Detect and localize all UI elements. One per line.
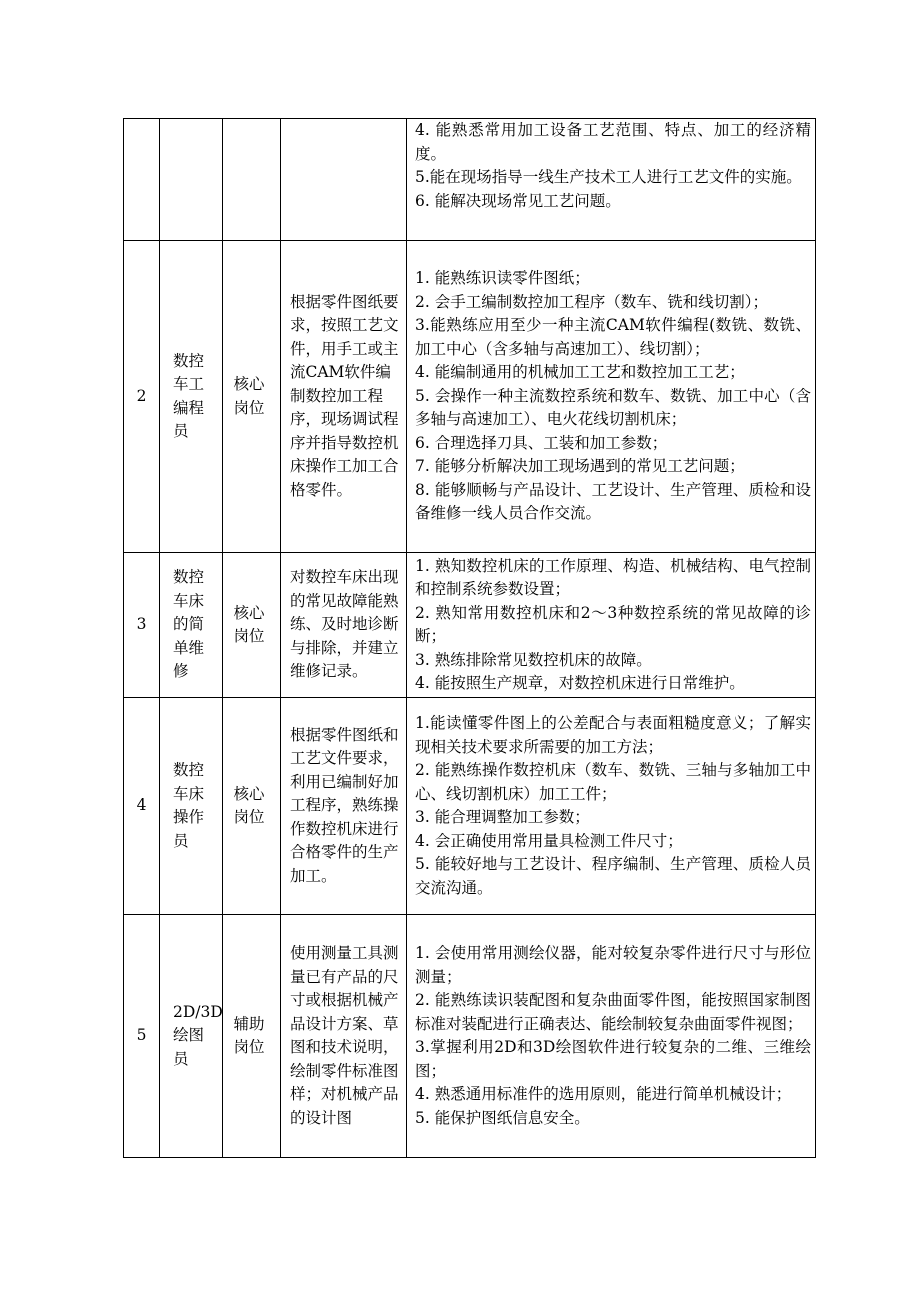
row-number: 2 <box>124 241 160 553</box>
row-requirements <box>407 119 816 241</box>
requirement-line: 1. 会使用常用测绘仪器，能对较复杂零件进行尺寸与形位测量； <box>415 944 811 986</box>
table-row <box>124 553 816 698</box>
row-number: 5 <box>124 915 160 1158</box>
row-position: 数控车床操作员 <box>160 698 223 915</box>
row-requirements <box>407 553 816 698</box>
row-number: 4 <box>124 698 160 915</box>
row-description: 使用测量工具测量已有产品的尺寸或根据机械产品设计方案、草图和技术说明，绘制零件标准图样；对机械产品的设计图 <box>281 915 407 1158</box>
requirement-line: 1. 能熟练识读零件图纸； <box>415 269 590 288</box>
requirement-line: 4. 熟悉通用标准件的选用原则，能进行简单机械设计； <box>415 1085 792 1103</box>
row-position: 数控车床的简单维修 <box>160 553 223 698</box>
row-description: 对数控车床出现的常见故障能熟练、及时地诊断与排除，并建立维修记录。 <box>281 553 407 698</box>
requirement-line: 3. 能合理调整加工参数； <box>415 808 590 826</box>
requirement-line: 4. 能编制通用的机械加工工艺和数控加工工艺； <box>415 363 745 382</box>
requirement-line: 4. 会正确使用常用量具检测工件尺寸； <box>415 831 683 850</box>
requirement-line: 1.能读懂零件图上的公差配合与表面粗糙度意义；了解实现相关技术要求所需要的加工方法； <box>415 714 811 756</box>
row-kind <box>223 119 281 241</box>
requirement-line: 5. 能较好地与工艺设计、程序编制、生产管理、质检人员交流沟通。 <box>415 855 811 897</box>
row-description <box>281 119 407 241</box>
requirement-line: 4. 能按照生产规章，对数控机床进行日常维护。 <box>415 674 745 692</box>
row-position: 2D/3D绘图员 <box>160 915 223 1158</box>
row-requirements <box>407 915 816 1158</box>
row-kind: 核心岗位 <box>223 698 281 915</box>
requirement-line: 1. 熟知数控机床的工作原理、构造、机械结构、电气控制和控制系统参数设置； <box>415 556 811 598</box>
requirement-line: 2. 能熟练操作数控机床（数车、数铣、三轴与多轴加工中心、线切割机床）加工工件； <box>415 761 811 803</box>
row-position <box>160 119 223 241</box>
requirement-line: 3. 熟练排除常见数控机床的故障。 <box>415 650 652 669</box>
requirement-line: 6. 合理选择刀具、工装和加工参数； <box>415 433 668 452</box>
table-row <box>124 119 816 241</box>
row-requirements <box>407 698 816 915</box>
row-position: 数控车工编程员 <box>160 241 223 553</box>
requirement-line: 2. 熟知常用数控机床和2～3种数控系统的常见故障的诊断； <box>415 603 811 645</box>
row-requirements <box>407 241 816 553</box>
requirement-line: 5.能在现场指导一线生产技术工人进行工艺文件的实施。 <box>415 168 802 186</box>
row-number: 3 <box>124 553 160 698</box>
requirement-line: 3.掌握利用2D和3D绘图软件进行较复杂的二维、三维绘图； <box>415 1038 811 1080</box>
row-kind: 核心岗位 <box>223 241 281 553</box>
row-kind: 核心岗位 <box>223 553 281 698</box>
requirement-line: 8. 能够顺畅与产品设计、工艺设计、生产管理、质检和设备维修一线人员合作交流。 <box>415 480 811 523</box>
requirement-line: 7. 能够分析解决加工现场遇到的常见工艺问题； <box>415 457 745 476</box>
row-description: 根据零件图纸和工艺文件要求，利用已编制好加工程序，熟练操作数控机床进行合格零件的生产加工。 <box>281 698 407 915</box>
table-row <box>124 241 816 553</box>
requirement-line: 3.能熟练应用至少一种主流CAM软件编程(数铣、数铣、加工中心（含多轴与高速加工）、线切割）； <box>415 316 811 358</box>
job-requirements-table <box>123 118 816 1158</box>
table-row <box>124 915 816 1158</box>
requirement-line: 2. 会手工编制数控加工程序（数车、铣和线切割）； <box>415 292 768 311</box>
requirement-line: 5. 能保护图纸信息安全。 <box>415 1108 590 1127</box>
row-description: 根据零件图纸要求，按照工艺文件，用手工或主流CAM软件编制数控加工程序，现场调试程序并指导数控机床操作工加工合格零件。 <box>281 241 407 553</box>
table-row <box>124 698 816 915</box>
requirement-line: 4. 能熟悉常用加工设备工艺范围、特点、加工的经济精度。 <box>415 121 811 163</box>
row-number <box>124 119 160 241</box>
row-kind: 辅助岗位 <box>223 915 281 1158</box>
requirement-line: 6. 能解决现场常见工艺问题。 <box>415 191 621 210</box>
requirement-line: 5. 会操作一种主流数控系统和数车、数铣、加工中心（含多轴与高速加工）、电火花线切割机床； <box>415 386 811 429</box>
requirement-line: 2. 能熟练读识装配图和复杂曲面零件图，能按照国家制图标准对装配进行正确表达、能绘制较复杂曲面零件视图； <box>415 991 811 1033</box>
